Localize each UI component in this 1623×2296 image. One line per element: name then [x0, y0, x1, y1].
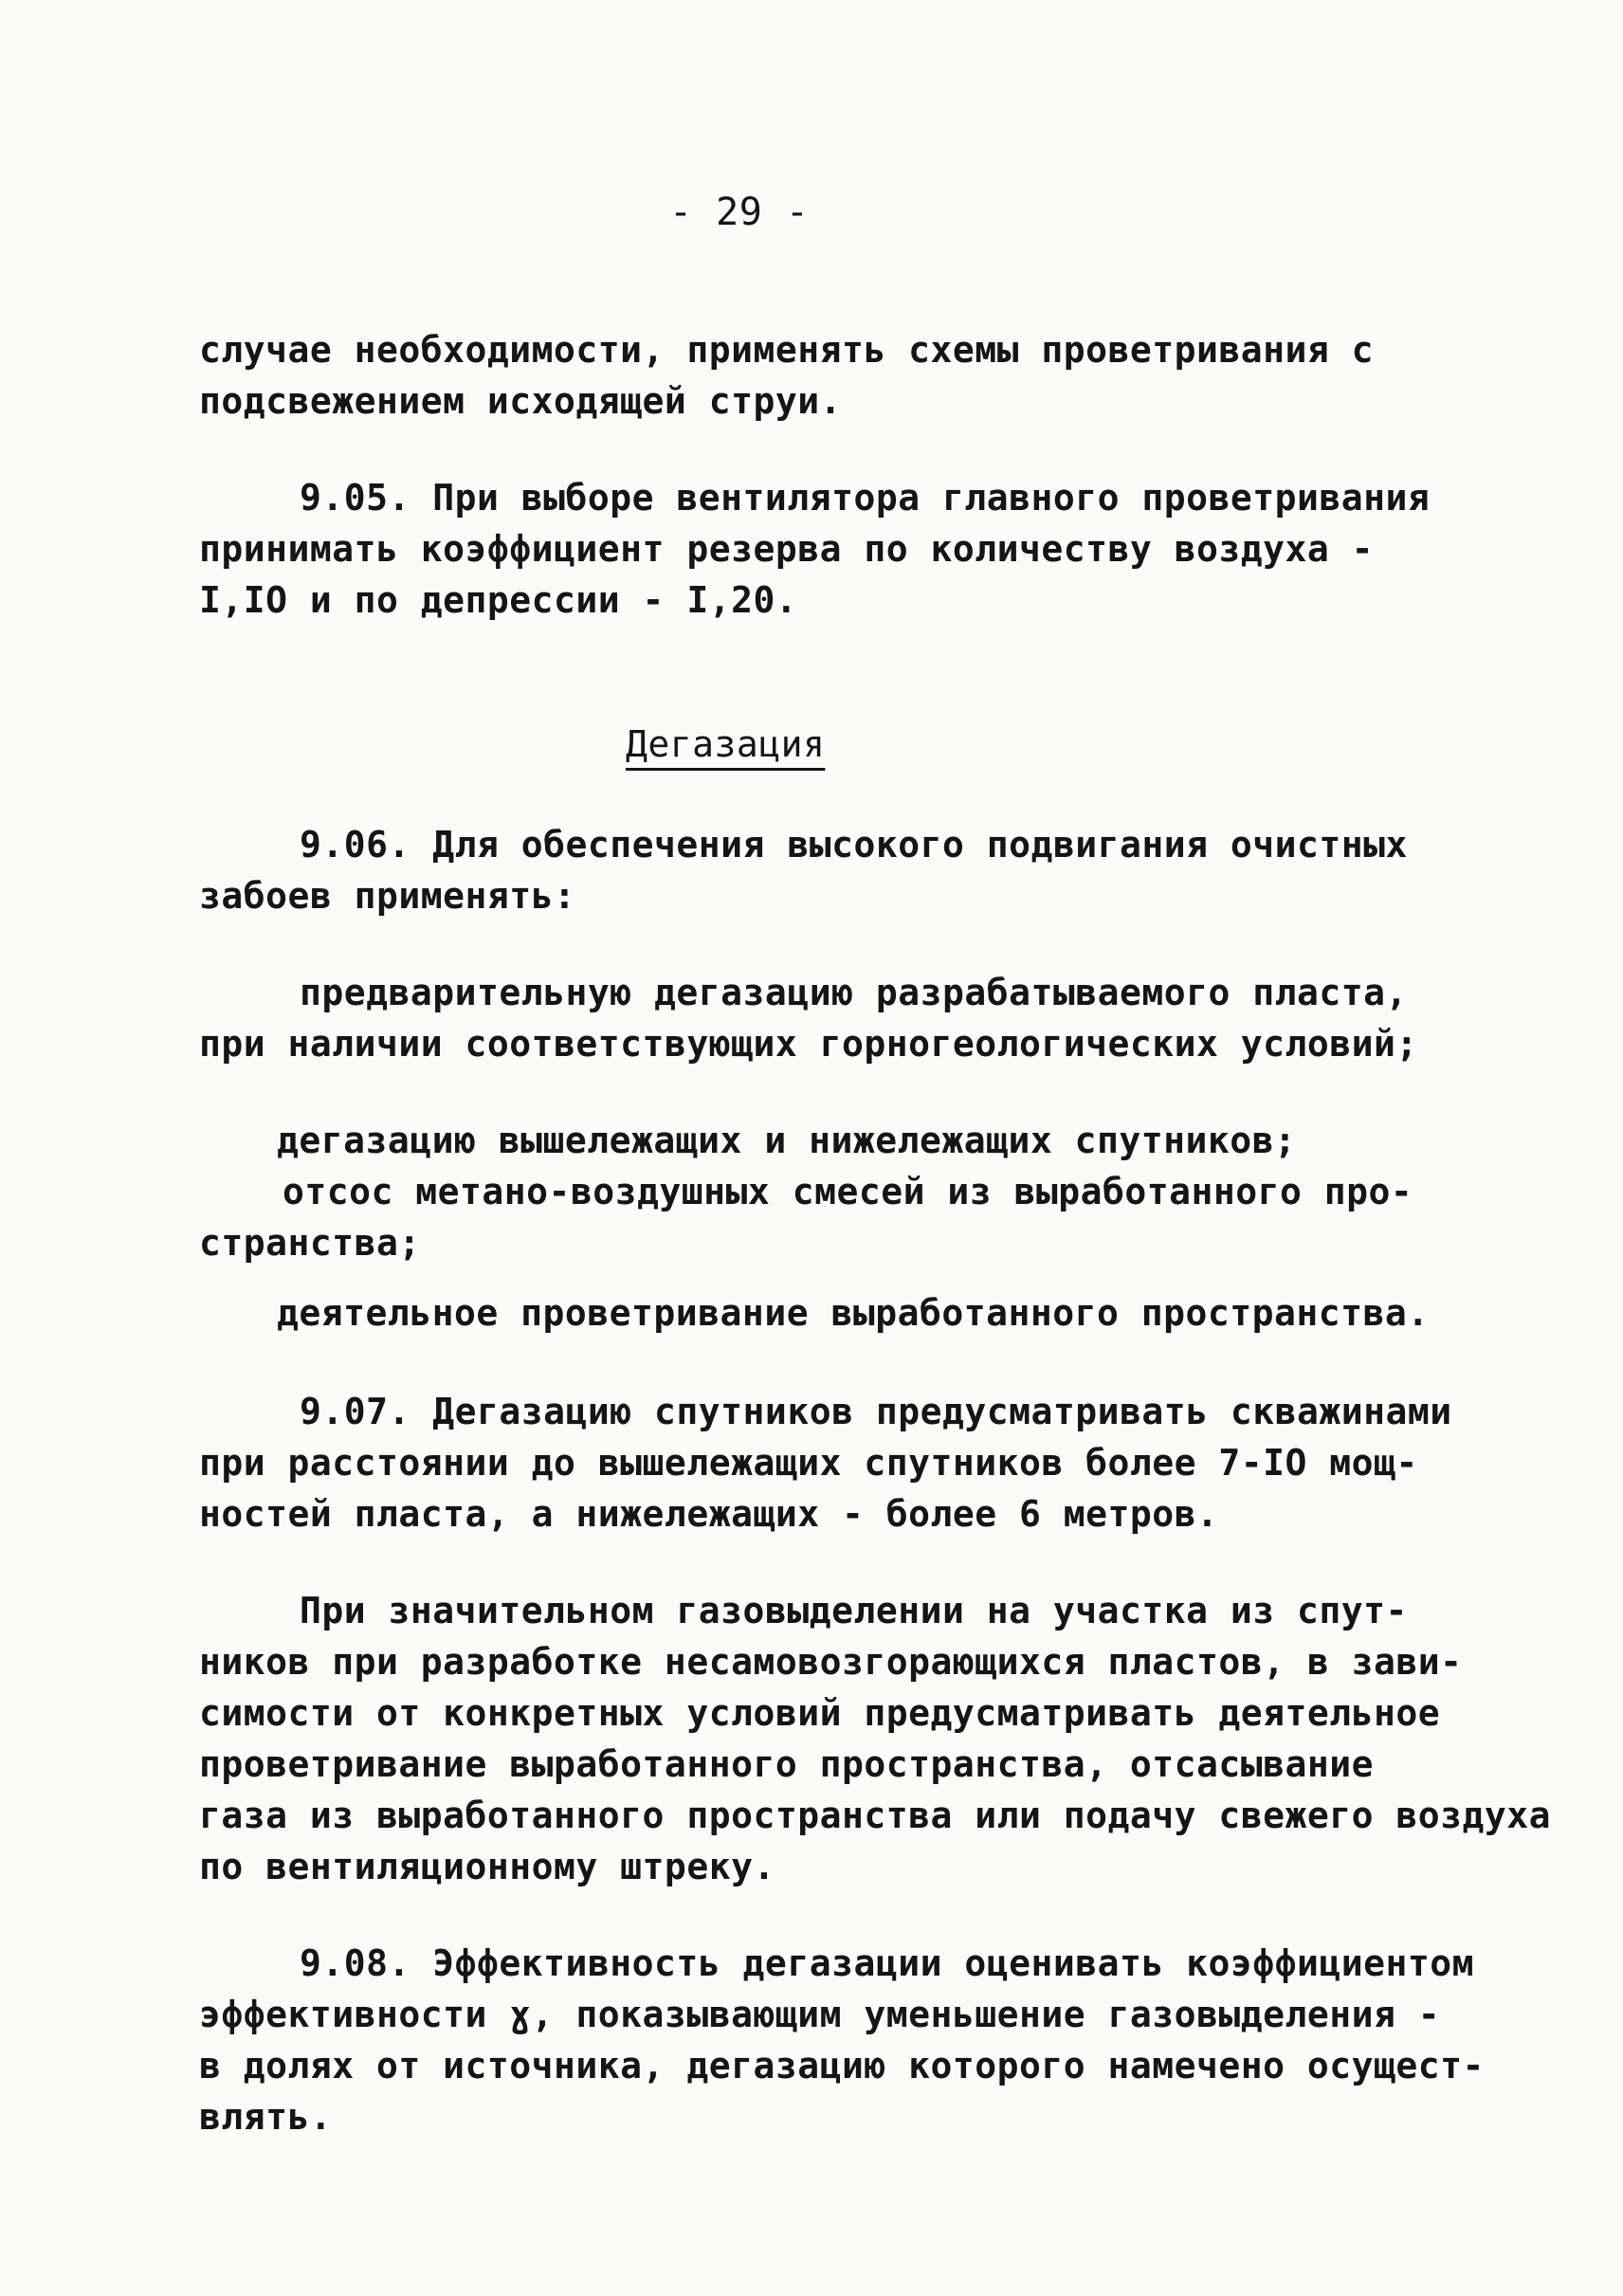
text-line: 9.08. Эффективность дегазации оценивать коэффициентом [300, 1942, 1475, 1984]
list-item-satellites: дегазацию вышележащих и нижележащих спутников; [277, 1120, 1297, 1161]
text-line: ников при разработке несамовозгорающихся пластов, в зави- [199, 1641, 1463, 1683]
page-number: - 29 - [669, 191, 810, 234]
text-line: принимать коэффициент резерва по количеству воздуха - [199, 528, 1375, 570]
text-line: странства; [199, 1222, 421, 1264]
text-line: При значительном газовыделении на участка из спут- [300, 1590, 1408, 1631]
text-line: 9.07. Дегазацию спутников предусматривать скважинами [300, 1391, 1452, 1432]
text-line: проветривание выработанного пространства, отсасывание [199, 1743, 1375, 1785]
text-line: при расстоянии до вышележащих спутников более 7-IO мощ- [199, 1442, 1418, 1484]
text-line: забоев применять: [199, 875, 576, 917]
section-heading: Дегазация [626, 723, 826, 765]
text-line: ностей пласта, а нижележащих - более 6 метров. [199, 1493, 1219, 1535]
text-line: 9.06. Для обеспечения высокого подвигания очистных [300, 824, 1408, 866]
text-line: отсос метано-воздушных смесей из выработанного про- [283, 1171, 1413, 1212]
text-line: подсвежением исходящей струи. [199, 380, 842, 422]
text-line: при наличии соответствующих горногеологических условий; [199, 1023, 1418, 1065]
text-line: эффективности ɣ, показывающим уменьшение газовыделения - [199, 1994, 1441, 2035]
text-line: в долях от источника, дегазацию которого намечено осущест- [199, 2045, 1485, 2086]
text-line: I,IO и по депрессии - I,20. [199, 579, 798, 621]
text-line: предварительную дегазацию разрабатываемого пласта, [300, 972, 1408, 1013]
text-line: влять. [199, 2096, 333, 2138]
text-line: симости от конкретных условий предусматривать деятельное [199, 1692, 1441, 1734]
text-line: газа из выработанного пространства или подачу свежего воздуха [199, 1795, 1552, 1836]
text-line: по вентиляционному штреку. [199, 1846, 775, 1887]
list-item-ventilation: деятельное проветривание выработанного пространства. [277, 1292, 1430, 1334]
text-line: 9.05. При выборе вентилятора главного проветривания [300, 477, 1431, 519]
text-line: случае необходимости, применять схемы проветривания с [199, 329, 1375, 371]
